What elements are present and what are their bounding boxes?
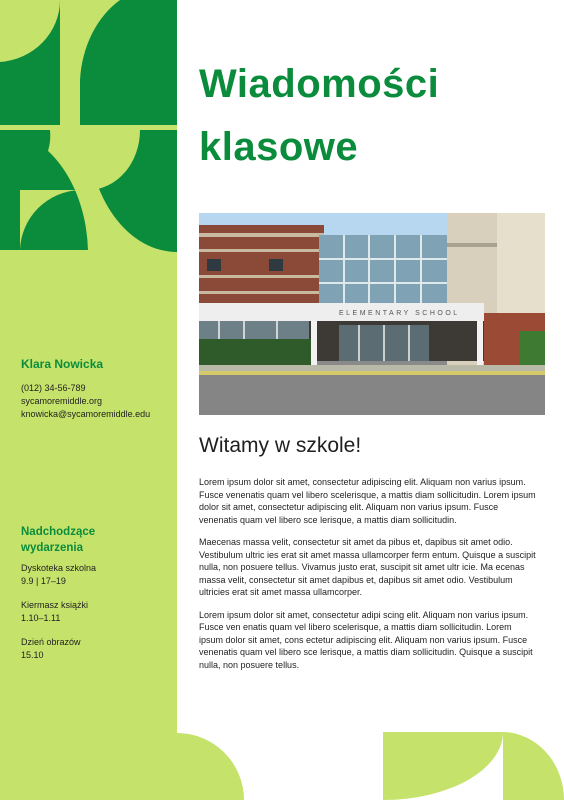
- contact-website[interactable]: sycamoremiddle.org: [21, 396, 103, 406]
- page-title-line2: klasowe: [199, 125, 359, 169]
- page-title: [199, 53, 529, 179]
- school-photo: [199, 213, 545, 415]
- events-title-line2: wydarzenia: [21, 542, 83, 554]
- school-building-image: [199, 213, 545, 415]
- event-name: Dyskoteka szkolna: [21, 563, 97, 573]
- event-name: Kiermasz książki: [21, 600, 89, 610]
- welcome-heading: Witamy w szkole!: [199, 434, 362, 457]
- paragraph: Lorem ipsum dolor sit amet, consectetur adipiscing elit. Aliquam non varius ipsum. Fusce venenatis quam vel libero scelerisque, a mattis diam sollicitudin. Lorem ipsum dolor sit amet, consectetur adipiscing elit. Aliquam non varius ipsum. Fusce venenatis quam vel libero sce lerisque, a mattis diam sollicitudin.: [199, 477, 536, 525]
- paragraph: Lorem ipsum dolor sit amet, consectetur adipi scing elit. Aliquam non varius ipsum. Fusce ven enatis quam vel libero scelerisque, a mattis diam sollicitudin. Lorem ipsum dolor sit amet, cons ectetur adipiscing elit. Aliquam non varius ipsum. Fusce venenatis quam vel libero sce lerisque, a mattis diam sollicitudin. Quisque a suscipit nulla, non posuere tellus.: [199, 609, 533, 670]
- event-date: 9.9 | 17–19: [21, 576, 66, 586]
- event-date: 15.10: [21, 650, 44, 660]
- page-title-line1: Wiadomości: [199, 62, 440, 106]
- contact-name: Klara Nowicka: [21, 357, 104, 371]
- decorative-shapes-top: [0, 0, 177, 252]
- decorative-shapes-bottom-left: [0, 733, 250, 800]
- contact-email[interactable]: knowicka@sycamoremiddle.edu: [21, 409, 151, 419]
- event-name: Dzień obrazów: [21, 637, 81, 647]
- upcoming-events: [21, 524, 173, 673]
- events-title: [21, 524, 173, 556]
- event-date: 1.10–1.11: [21, 613, 61, 623]
- decorative-shapes-bottom-right: [383, 732, 564, 800]
- event-item: [21, 636, 173, 662]
- event-item: [21, 599, 173, 625]
- photo-sign: ELEMENTARY SCHOOL: [339, 310, 460, 317]
- article-body: [199, 476, 536, 681]
- contact-phone: (012) 34-56-789: [21, 383, 86, 393]
- events-title-line1: Nadchodzące: [21, 526, 96, 538]
- paragraph: Maecenas massa velit, consectetur sit amet da pibus et, dapibus sit amet odio. Vestibulum ultric ies erat sit amet massa ullamcorper ferm entum. Quisque a suscipit nulla, non posuere tellus. Vivamus justo erat, suscipit sit amet ultr icie. Ma ecenas massa velit, consectetur sit amet dapibus et, dapibus sit amet odio. Vestibulum ultricies erat sit amet massa ullamcorper.: [199, 537, 536, 597]
- event-item: [21, 562, 173, 588]
- contact-info: [21, 357, 173, 421]
